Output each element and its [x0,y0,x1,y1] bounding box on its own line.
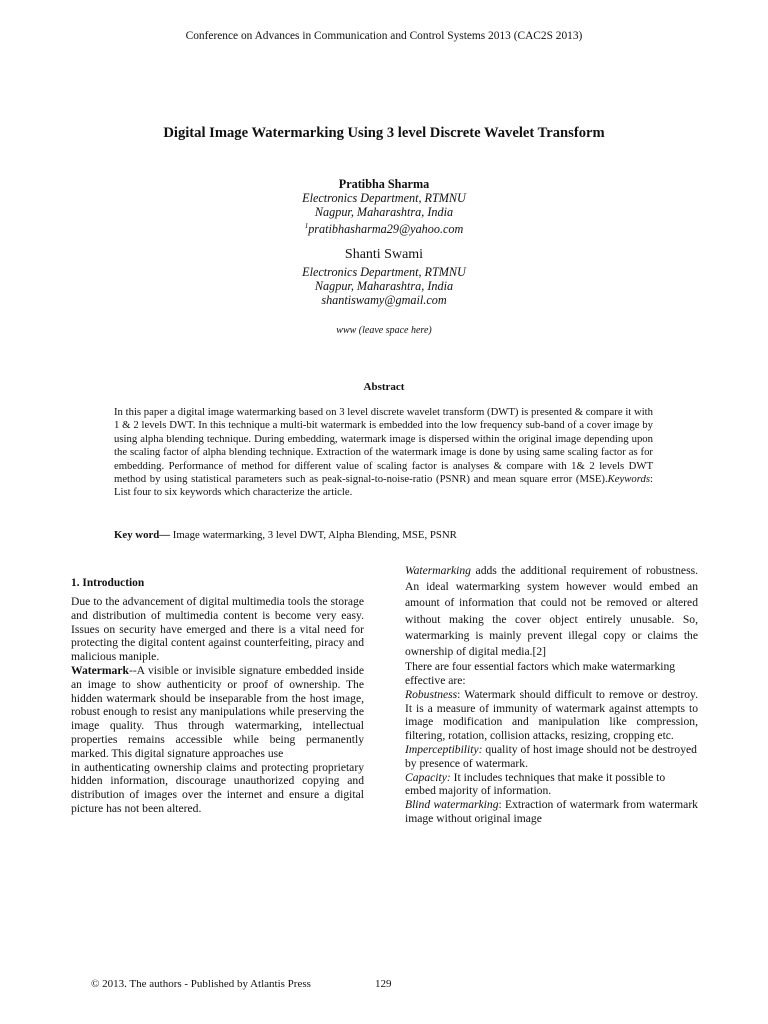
affiliation-superscript: 1 [304,222,309,230]
factors-intro: There are four essential factors which make watermarking effective are: [405,660,676,688]
right-column [405,563,698,826]
watermarking-term: Watermarking [405,564,471,577]
introduction-heading: 1. Introduction [71,577,145,589]
imperceptibility-term: Imperceptibility: [405,743,483,756]
intro-paragraph-2: in authenticating ownership claims and protecting proprietary hidden information, discourage unauthorized copying and distribution of images over the internet and ensure a digital picture has not been altered. [71,760,364,815]
author-1-location: Nagpur, Maharashtra, India [314,205,454,219]
abstract-body [114,406,653,500]
author-1-department: Electronics Department, RTMNU [302,191,466,205]
blind-watermarking-item [405,798,698,826]
paper-title: Digital Image Watermarking Using 3 level Discrete Wavelet Transform [163,125,605,141]
blind-watermarking-text: : Extraction of watermark from watermark image without original image [405,798,698,825]
keywords-placeholder-text: : List four to six keywords which characterize the article. [114,473,653,499]
watermark-definition [71,664,364,761]
watermark-term: Watermark [71,663,129,677]
blind-watermarking-term: Blind watermarking [405,798,499,812]
watermark-definition-text: --A visible or invisible signature embedded inside an image to show authenticity or proof of ownership. The hidden watermark should be inseparable from the host image, robust enough to resist any manipulations while preserving the image quality. Thus through watermarking, intellectual properties remains accessible while being permanently marked. This digital signature approaches use [71,663,364,760]
watermarking-paragraph [405,563,698,660]
capacity-term: Capacity: [405,770,451,784]
watermarking-text: adds the additional requirement of robustness. An ideal watermarking system however would embed an amount of information that could not be removed or altered without making the cover object entirely unusable. So, watermarking is mainly prevent illegal copy or claims the ownership of digital media.[2] [405,564,698,659]
robustness-term: Robustness [405,687,458,701]
keywords-label: Key word— [114,529,171,541]
capacity-text: It includes techniques that make it possible to embed majority of information. [405,770,666,798]
author-2-name: Shanti Swami [344,247,424,262]
author-2-department: Electronics Department, RTMNU [302,265,466,279]
author-1-email [0,219,768,236]
keywords-text: Image watermarking, 3 level DWT, Alpha Blending, MSE, PSNR [170,529,457,541]
footer-copyright: © 2013. The authors - Published by Atlantis Press [91,978,311,990]
author-2-location: Nagpur, Maharashtra, India [314,279,454,293]
robustness-item [405,688,698,743]
abstract-heading: Abstract [363,381,405,393]
author-2-email: shantiswamy@gmail.com [321,293,447,307]
conference-header: Conference on Advances in Communication and Control Systems 2013 (CAC2S 2013) [185,30,583,42]
keywords-placeholder-label: Keywords [607,473,651,486]
imperceptibility-text: quality of host image should not be destroyed by presence of watermark. [405,743,697,770]
keywords-line [114,529,674,541]
abstract-text: In this paper a digital image watermarking based on 3 level discrete wavelet transform (DWT) is presented & compare it with 1 & 2 levels DWT. In this technique a multi-bit watermark is embedded into the low frequency sub-band of a cover image by using alpha blending technique. During embedding, watermark image is dispersed within the original image depending upon the scaling factor of alpha blending technique. Extraction of the watermark image is done by using same scaling factor as for embedding. Performance of method for different value of scaling factor is analyses & compare with 1& 2 levels DWT method by using statistical parameters such as peak-signal-to-noise-ratio (PSNR) and mean square error (MSE). [114,406,653,486]
left-column [71,577,364,816]
robustness-text: : Watermark should difficult to remove or destroy. It is a measure of immunity of watermark against attempts to image modification and manipulation like compression, filtering, rotation, collision attacks, resizing, cropping etc. [405,687,698,743]
www-note: www (leave space here) [336,325,432,336]
author-1-name: Pratibha Sharma [338,177,430,191]
imperceptibility-item [405,743,698,771]
capacity-item [405,771,698,799]
page-number: 129 [375,978,392,990]
intro-paragraph-1: Due to the advancement of digital multimedia tools the storage and distribution of multimedia content is become very easy. Issues on security have emerged and there is a vital need for protecting the digital content against counterfeiting, piracy and malicious maniple. [71,595,364,664]
author-1-email-text: pratibhasharma29@yahoo.com [308,222,464,237]
